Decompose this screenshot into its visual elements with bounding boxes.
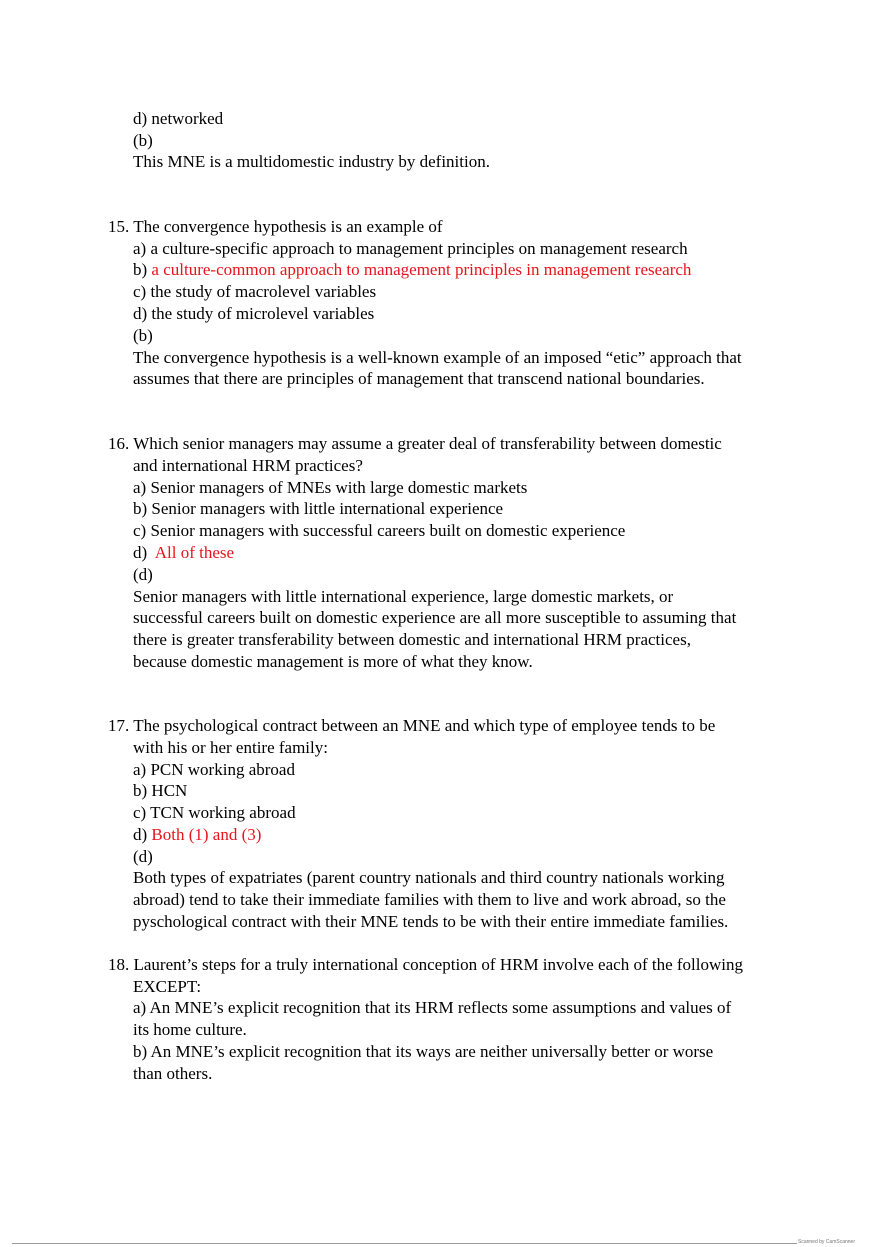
prev-option-d: d) networked: [133, 109, 224, 128]
q16-option-d-highlight: All of these: [154, 543, 235, 562]
q16-option-c: c) Senior managers with successful careers built on domestic experience: [133, 521, 626, 540]
q15-explanation-1: The convergence hypothesis is a well-known example of an imposed “etic” approach that: [133, 348, 742, 367]
q18-option-b-2: than others.: [133, 1064, 213, 1083]
q18-option-a-2: its home culture.: [133, 1020, 247, 1039]
q17-explanation-1: Both types of expatriates (parent country nationals and third country nationals working: [133, 868, 725, 887]
q16-question-1: 16. Which senior managers may assume a greater deal of transferability between domestic: [108, 434, 722, 453]
q17-option-d-prefix: d): [133, 825, 152, 844]
q15-explanation-2: assumes that there are principles of management that transcend national boundaries.: [133, 369, 705, 388]
q16-option-d: [133, 542, 234, 564]
q17-option-d-highlight: Both (1) and (3): [151, 825, 262, 844]
q17-option-c: c) TCN working abroad: [133, 803, 296, 822]
q16-option-a: a) Senior managers of MNEs with large domestic markets: [133, 478, 528, 497]
q16-explanation-2: successful careers built on domestic experience are all more susceptible to assuming that: [133, 608, 737, 627]
q15-option-b-prefix: b): [133, 260, 152, 279]
q16-explanation-3: there is greater transferability between domestic and international HRM practices,: [133, 630, 691, 649]
q18-option-b-1: b) An MNE’s explicit recognition that its ways are neither universally better or worse: [133, 1042, 714, 1061]
footer-rule: [12, 1243, 797, 1244]
q15-option-b: [133, 259, 691, 281]
q17-explanation-3: pyschological contract with their MNE tends to be with their entire immediate families.: [133, 912, 729, 931]
q17-explanation-2: abroad) tend to take their immediate families with them to live and work abroad, so the: [133, 890, 726, 909]
q18-question-2: EXCEPT:: [133, 977, 202, 996]
prev-explanation: This MNE is a multidomestic industry by definition.: [133, 152, 490, 171]
q17-question-2: with his or her entire family:: [133, 738, 328, 757]
footer-watermark: Scanned by CamScanner: [798, 1239, 855, 1245]
q17-question-1: 17. The psychological contract between an MNE and which type of employee tends to be: [108, 716, 716, 735]
prev-answer: (b): [133, 131, 153, 150]
q16-option-d-prefix: d): [133, 543, 155, 562]
q17-option-d: [133, 824, 261, 846]
q17-option-b: b) HCN: [133, 781, 188, 800]
q16-question-2: and international HRM practices?: [133, 456, 363, 475]
q15-answer: (b): [133, 326, 153, 345]
q16-explanation-4: because domestic management is more of what they know.: [133, 652, 533, 671]
q18-option-a-1: a) An MNE’s explicit recognition that its HRM reflects some assumptions and values of: [133, 998, 732, 1017]
q18-question-1: 18. Laurent’s steps for a truly international conception of HRM involve each of the following: [108, 955, 743, 974]
q15-option-a: a) a culture-specific approach to management principles on management research: [133, 239, 688, 258]
q17-answer: (d): [133, 847, 153, 866]
q15-option-d: d) the study of microlevel variables: [133, 304, 375, 323]
q15-option-c: c) the study of macrolevel variables: [133, 282, 377, 301]
q16-option-b: b) Senior managers with little international experience: [133, 499, 504, 518]
q15-question: 15. The convergence hypothesis is an example of: [108, 217, 443, 236]
q15-option-b-highlight: a culture-common approach to management principles in management research: [151, 260, 692, 279]
q16-explanation-1: Senior managers with little international experience, large domestic markets, or: [133, 587, 674, 606]
q16-answer: (d): [133, 565, 153, 584]
q17-option-a: a) PCN working abroad: [133, 760, 295, 779]
